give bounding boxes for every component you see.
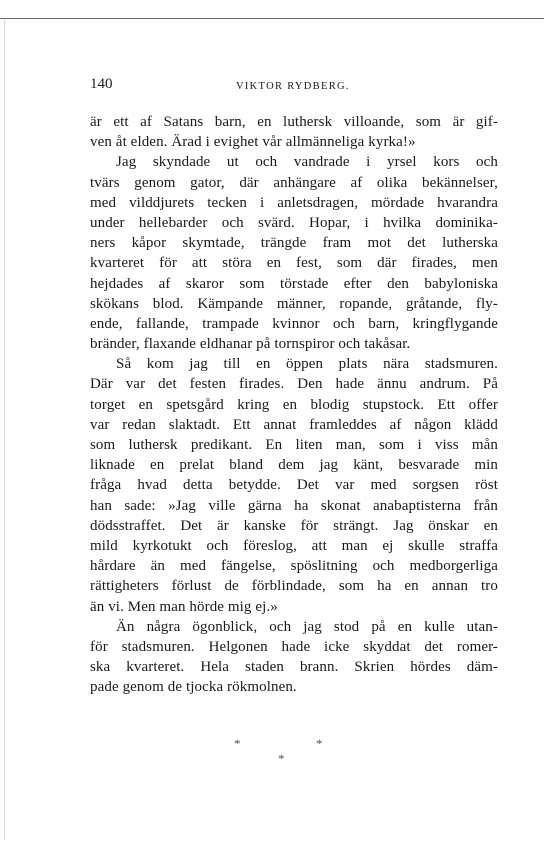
text-line: fråga hvad detta betydde. Det var med sorgsen röst	[90, 477, 498, 494]
left-page-edge	[4, 20, 5, 840]
text-line: ska kvarteret. Hela staden brann. Skrien hördes däm-	[90, 659, 498, 676]
section-break-asterism	[228, 736, 338, 770]
text-line: mild kyrkotukt och föreslog, att man ej skulle straffa	[90, 537, 498, 554]
text-line: ven åt elden. Ärad i evighet vår allmänneliga kyrka!»	[90, 134, 416, 151]
text-line: dödsstraffet. Det är kanske för strängt. Jag önskar en	[90, 517, 498, 534]
text-line: Än några ögonblick, och jag stod på en kulle utan-	[116, 618, 498, 635]
text-line: för stadsmuren. Helgonen hade icke skyddat det romer-	[90, 638, 498, 655]
text-line: Där var det festen firades. Den hade ännu andrum. På	[90, 376, 498, 393]
page-header	[90, 76, 500, 96]
top-page-edge	[0, 18, 544, 19]
asterisk-ornament: *	[278, 751, 285, 766]
text-line: torget en spetsgård kring en blodig stupstock. Ett offer	[90, 396, 498, 413]
text-line: han sade: »Jag ville gärna ha skonat anabaptisterna från	[90, 497, 498, 514]
asterisk-ornament: *	[234, 736, 241, 751]
text-line: liknade en prelat bland dem jag känt, besvarade min	[90, 457, 498, 474]
text-line: som luthersk predikant. En liten man, som i viss mån	[90, 437, 498, 453]
text-line: var redan slaktadt. Ett annat framleddes af någon klädd	[90, 416, 498, 433]
text-line: bränder, flaxande eldhanar på tornspiror och takåsar.	[90, 336, 411, 353]
text-line: hejdades af skaror som törstade efter den babyloniska	[90, 275, 498, 292]
page-number: 140	[90, 76, 113, 92]
text-line: under hellebarder och svärd. Hopar, i hvilka dominika-	[90, 214, 498, 231]
text-line: med vilddjurets tecken i anletsdragen, mördade hvarandra	[90, 194, 498, 211]
text-line: ners kåpor skymtade, trängde fram mot det lutherska	[90, 235, 498, 252]
text-line: ende, fallande, trampade kvinnor och barn, kringflygande	[90, 315, 498, 332]
body-text	[90, 112, 498, 697]
text-line: tvärs genom gator, där anhängare af olika bekännelser,	[90, 174, 498, 191]
text-line: pade genom de tjocka rökmolnen.	[90, 679, 297, 696]
text-line: än vi. Men man hörde mig ej.»	[90, 598, 278, 615]
text-line: kvarteret för att störa en fest, som där firades, men	[90, 255, 498, 272]
text-line: rättigheters förlust de förblindade, som ha en annan tro	[90, 578, 498, 595]
text-line: hårdare än med fängelse, spöslitning och medborgerliga	[90, 558, 498, 575]
text-line: Jag skyndade ut och vandrade i yrsel kors och	[116, 154, 498, 171]
asterisk-ornament: *	[316, 736, 323, 751]
text-line: är ett af Satans barn, en luthersk villoande, som är gif-	[90, 114, 498, 130]
running-head: VIKTOR RYDBERG.	[236, 81, 350, 92]
text-line: skökans blod. Kämpande männer, ropande, gråtande, fly-	[90, 295, 498, 312]
text-line: Så kom jag till en öppen plats nära stadsmuren.	[116, 356, 498, 373]
